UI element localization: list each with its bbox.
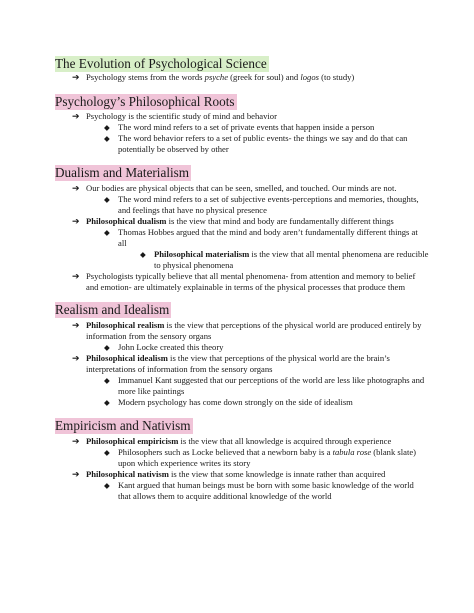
bullet-text: Immanuel Kant suggested that our perceptions of the world are less like photographs and <box>118 375 425 385</box>
bullet-text: Philosophical empiricism is the view that all knowledge is acquired through experience <box>86 436 392 446</box>
bullet-text: Philosophical realism is the view that perceptions of the physical world are produced entirely by <box>86 320 422 330</box>
bullet-text: Our bodies are physical objects that can be seen, smelled, and touched. Our minds are not. <box>86 183 397 193</box>
bullet-text-continued: and emotion- are ultimately explainable in terms of the physical processes that produce them <box>86 282 406 292</box>
arrow-bullet-icon: ➔ <box>72 216 80 226</box>
bullet-text-continued: more like paintings <box>118 386 185 396</box>
bullet-text: Psychology stems from the words psyche (greek for soul) and logos (to study) <box>86 72 355 82</box>
bullet-text-continued: potentially be observed by other <box>118 144 229 154</box>
diamond-bullet-icon: ◆ <box>104 195 110 204</box>
arrow-bullet-icon: ➔ <box>72 271 80 281</box>
arrow-bullet-icon: ➔ <box>72 320 80 330</box>
bullet-text: Kant argued that human beings must be born with some basic knowledge of the world <box>118 480 414 490</box>
bullet-text: Philosophers such as Locke believed that a newborn baby is a tabula rose (blank slate) <box>118 447 417 457</box>
section-title: Realism and Idealism <box>55 302 170 317</box>
section-title: Psychology’s Philosophical Roots <box>55 94 235 109</box>
bullet-text-continued: all <box>118 238 127 248</box>
bullet-text-continued: upon which experience writes its story <box>118 458 251 468</box>
diamond-bullet-icon: ◆ <box>104 228 110 237</box>
bullet-text-continued: to physical phenomena <box>154 260 234 270</box>
arrow-bullet-icon: ➔ <box>72 183 80 193</box>
bullet-text: Thomas Hobbes argued that the mind and body aren’t fundamentally different things at <box>118 227 418 237</box>
arrow-bullet-icon: ➔ <box>72 436 80 446</box>
bullet-text: Philosophical materialism is the view that all mental phenomena are reducible <box>154 249 429 259</box>
bullet-text: The word mind refers to a set of private events that happen inside a person <box>118 122 375 132</box>
diamond-bullet-icon: ◆ <box>104 134 110 143</box>
bullet-text: John Locke created this theory <box>118 342 224 352</box>
bullet-text-continued: that allows them to acquire additional knowledge of the world <box>118 491 332 501</box>
bullet-text: Psychology is the scientific study of mind and behavior <box>86 111 277 121</box>
diamond-bullet-icon: ◆ <box>104 376 110 385</box>
bullet-text-continued: and feelings that have no physical presence <box>118 205 267 215</box>
section-title: The Evolution of Psychological Science <box>55 56 267 71</box>
diamond-bullet-icon: ◆ <box>104 343 110 352</box>
bullet-text: The word mind refers to a set of subjective events-perceptions and memories, thoughts, <box>118 194 419 204</box>
diamond-bullet-icon: ◆ <box>140 250 146 259</box>
bullet-text-continued: information from the sensory organs <box>86 331 212 341</box>
bullet-text: Psychologists typically believe that all mental phenomena- from attention and memory to belief <box>86 271 416 281</box>
bullet-text: Philosophical nativism is the view that some knowledge is innate rather than acquired <box>86 469 386 479</box>
section-title: Dualism and Materialism <box>55 165 190 180</box>
diamond-bullet-icon: ◆ <box>104 398 110 407</box>
bullet-text: The word behavior refers to a set of public events- the things we say and do that can <box>118 133 408 143</box>
bullet-text: Philosophical idealism is the view that perceptions of the physical world are the brain’s <box>86 353 390 363</box>
arrow-bullet-icon: ➔ <box>72 469 80 479</box>
diamond-bullet-icon: ◆ <box>104 481 110 490</box>
section-title: Empiricism and Nativism <box>55 418 191 433</box>
bullet-text-continued: interpretations of information from the sensory organs <box>86 364 273 374</box>
diamond-bullet-icon: ◆ <box>104 123 110 132</box>
arrow-bullet-icon: ➔ <box>72 72 80 82</box>
arrow-bullet-icon: ➔ <box>72 353 80 363</box>
diamond-bullet-icon: ◆ <box>104 448 110 457</box>
bullet-text: Philosophical dualism is the view that mind and body are fundamentally different things <box>86 216 394 226</box>
arrow-bullet-icon: ➔ <box>72 111 80 121</box>
bullet-text: Modern psychology has come down strongly on the side of idealism <box>118 397 353 407</box>
